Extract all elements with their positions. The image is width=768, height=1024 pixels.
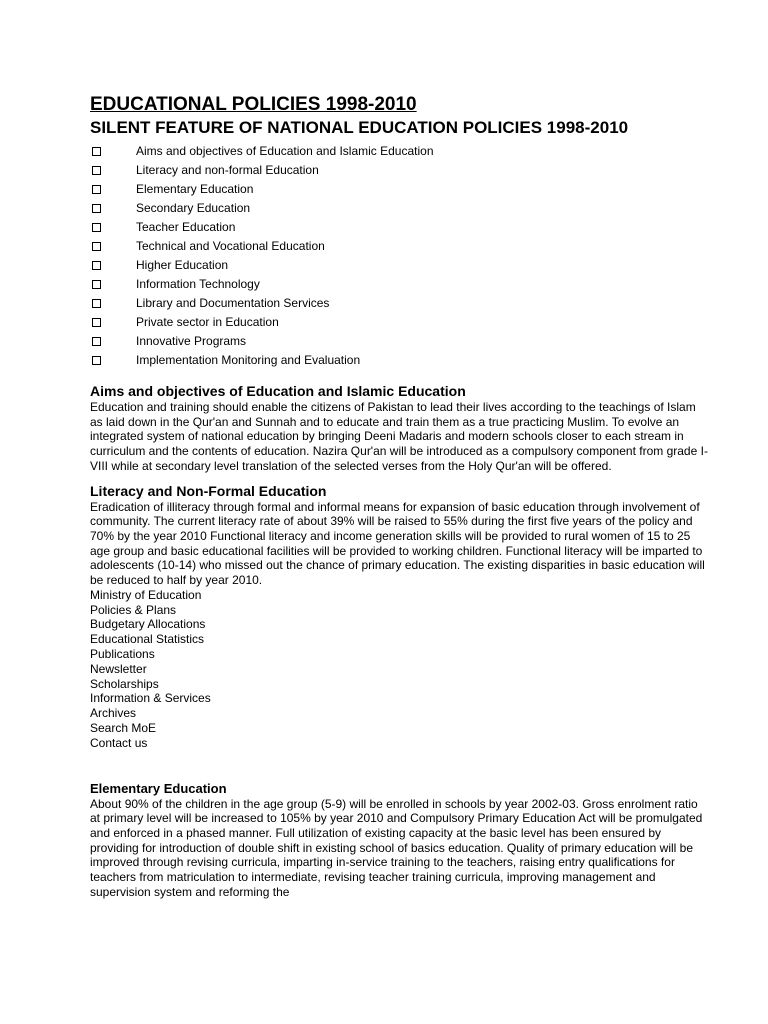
checkbox-bullet-icon — [92, 356, 101, 365]
list-item: Teacher Education — [90, 218, 710, 237]
checkbox-bullet-icon — [92, 147, 101, 156]
nav-link-information[interactable]: Information & Services — [90, 691, 211, 706]
list-item: Library and Documentation Services — [90, 294, 710, 313]
checkbox-bullet-icon — [92, 223, 101, 232]
list-item: Elementary Education — [90, 180, 710, 199]
checkbox-bullet-icon — [92, 261, 101, 270]
checkbox-bullet-icon — [92, 242, 101, 251]
list-item: Technical and Vocational Education — [90, 237, 710, 256]
list-item: Information Technology — [90, 275, 710, 294]
section-body: Eradication of illiteracy through formal and informal means for expansion of basic education through involvement of community. The current literacy rate of about 39% will be raised to 55% during the first five years of the policy and 70% by the year 2010 Functional literacy and income generation skills will be provided to rural women of 15 to 25 age group and basic educational facilities will be provided to working children. Functional literacy will be imparted to adolescents (10-14) who missed out the chance of primary education. The existing disparities in basic education will be reduced to half by year 2010. — [90, 499, 705, 588]
checkbox-bullet-icon — [92, 337, 101, 346]
section-heading: Elementary Education — [90, 780, 227, 796]
section-elementary — [90, 780, 710, 900]
section-heading: Aims and objectives of Education and Islamic Education — [90, 383, 466, 399]
section-body: Education and training should enable the citizens of Pakistan to lead their lives according to the teachings of Islam as laid down in the Qur'an and Sunnah and to educate and train them as a true practicing Muslim. To evolve an integrated system of national education by bringing Deeni Madaris and modern schools closer to each stream in curriculum and the contents of education. Nazira Qur'an will be introduced as a compulsory component from grade I-VIII while at secondary level translation of the selected verses from the Holy Qur'an will be offered. — [90, 400, 708, 473]
section-aims — [90, 383, 710, 474]
nav-link-archives[interactable]: Archives — [90, 706, 137, 721]
feature-list — [90, 142, 710, 370]
checkbox-bullet-icon — [92, 299, 101, 308]
list-item: Secondary Education — [90, 199, 710, 218]
section-body: About 90% of the children in the age group (5-9) will be enrolled in schools by year 2002-03. Gross enrolment ratio at primary level will be increased to 105% by year 2010 and Compulsory Primary Education Act will be promulgated and enforced in a phased manner. Full utilization of existing capacity at the basic level has been ensured by providing for introduction of double shift in existing school of basics education. Quality of primary education will be improved through revising curricula, imparting in-service training to the teachers, raising entry qualifications for teachers from matriculation to intermediate, revising teacher training curricula, improving management and supervision system and reforming the — [90, 796, 703, 899]
list-item: Implementation Monitoring and Evaluation — [90, 351, 710, 370]
nav-link-scholarships[interactable]: Scholarships — [90, 676, 159, 691]
nav-link-statistics[interactable]: Educational Statistics — [90, 632, 205, 647]
section-literacy — [90, 483, 710, 588]
document-title: EDUCATIONAL POLICIES 1998-2010 — [90, 94, 417, 115]
checkbox-bullet-icon — [92, 280, 101, 289]
document-page — [90, 94, 710, 899]
checkbox-bullet-icon — [92, 318, 101, 327]
checkbox-bullet-icon — [92, 166, 101, 175]
nav-link-ministry[interactable]: Ministry of Education — [90, 587, 202, 602]
nav-link-publications[interactable]: Publications — [90, 646, 155, 661]
nav-link-budget[interactable]: Budgetary Allocations — [90, 617, 206, 632]
nav-link-search[interactable]: Search MoE — [90, 720, 157, 735]
nav-link-policies[interactable]: Policies & Plans — [90, 602, 177, 617]
list-item: Aims and objectives of Education and Islamic Education — [90, 142, 710, 161]
list-item: Literacy and non-formal Education — [90, 161, 710, 180]
nav-link-newsletter[interactable]: Newsletter — [90, 661, 147, 676]
list-item: Private sector in Education — [90, 313, 710, 332]
nav-link-contact[interactable]: Contact us — [90, 735, 148, 750]
document-subtitle: SILENT FEATURE OF NATIONAL EDUCATION POLICIES 1998-2010 — [90, 118, 629, 137]
list-item: Higher Education — [90, 256, 710, 275]
checkbox-bullet-icon — [92, 185, 101, 194]
section-heading: Literacy and Non-Formal Education — [90, 482, 327, 499]
site-nav-links — [90, 588, 710, 751]
checkbox-bullet-icon — [92, 204, 101, 213]
list-item: Innovative Programs — [90, 332, 710, 351]
